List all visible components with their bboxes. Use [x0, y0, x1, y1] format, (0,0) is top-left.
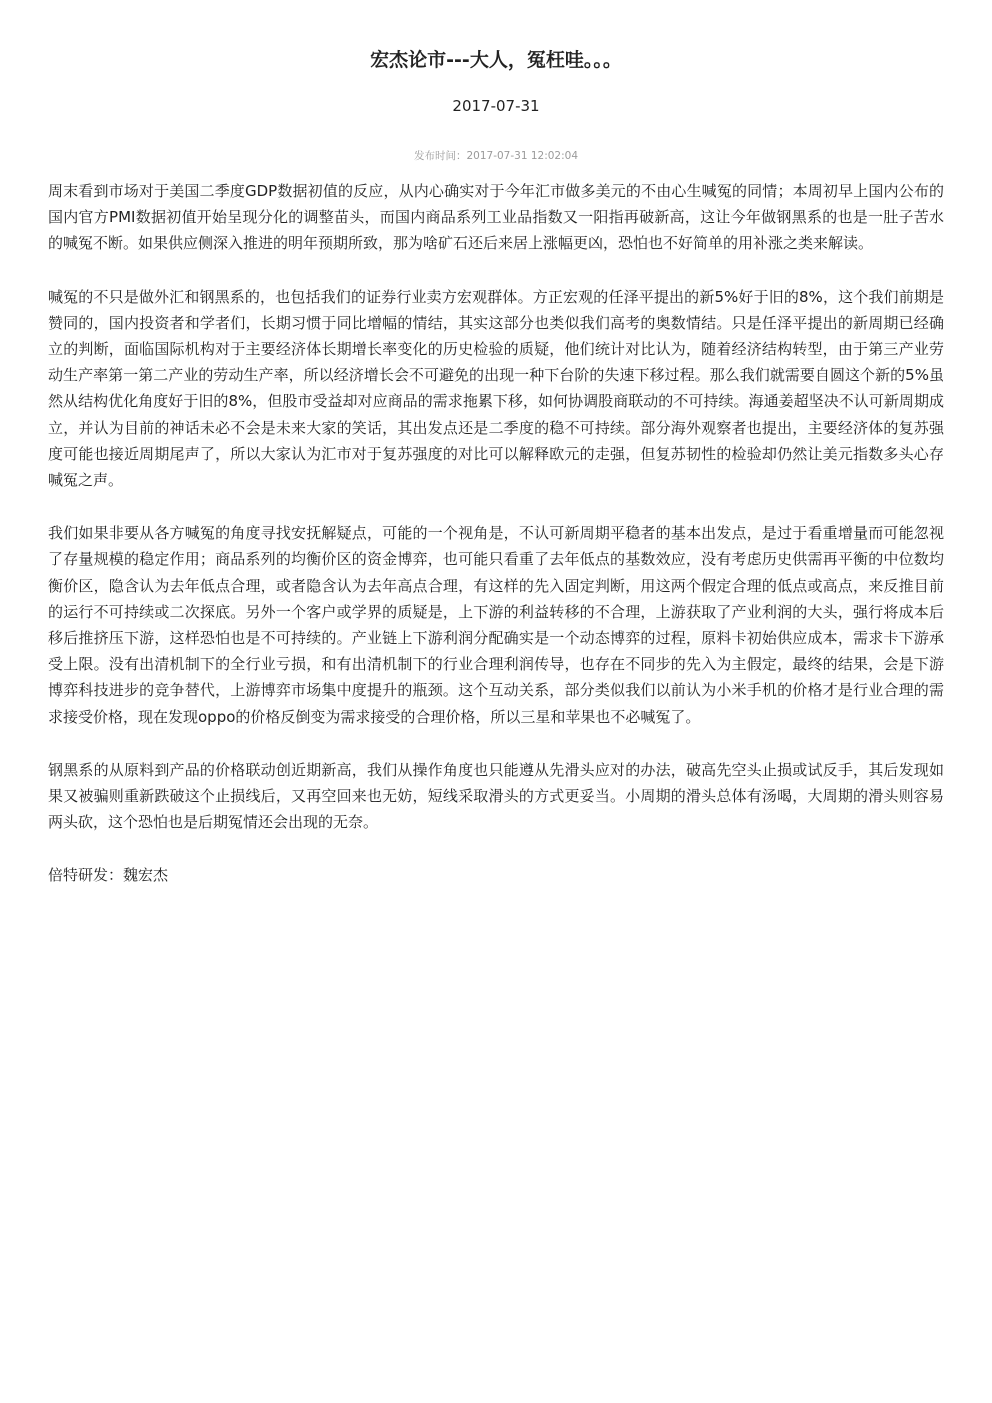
paragraph-4: 钢黑系的从原料到产品的价格联动创近期新高，我们从操作角度也只能遵从先滑头应对的办法，破高先空头止损或试反手，其后发现如果又被骗则重新跌破这个止损线后，又再空回来也无妨，短线采取滑头的方式更妥当。小周期的滑头总体有汤喝，大周期的滑头则容易两头砍，这个恐怕也是后期冤情还会出现的无奈。	[48, 760, 944, 832]
publish-time-label: 发布时间：	[413, 150, 467, 162]
paragraph-1: 周末看到市场对于美国二季度GDP数据初值的反应，从内心确实对于今年汇市做多美元的不由心生喊冤的同情；本周初早上国内公布的国内官方PMI数据初值开始呈现分化的调整苗头，而国内商品系列工业品指数又一阳指再破新高，这让今年做钢黑系的也是一肚子苦水的喊冤不断。如果供应侧深入推进的明年预期所致，那为啥矿石还后来居上涨幅更凶，恐怕也不好简单的用补涨之类来解读。	[48, 182, 944, 253]
article-title: 宏杰论市---大人，冤枉哇。。。	[370, 49, 622, 71]
paragraph-3: 我们如果非要从各方喊冤的角度寻找安抚解疑点，可能的一个视角是，不认可新周期平稳者的基本出发点，是过于看重增量而可能忽视了存量规模的稳定作用；商品系列的均衡价区的资金博弈，也可能只看重了去年低点的基数效应，没有考虑历史供需再平衡的中位数均衡价区，隐含认为去年低点合理，或者隐含认为去年高点合理，有这样的先入固定判断，用这两个假定合理的低点或高点，来反推目前的运行不可持续或二次探底。另外一个客户或学界的质疑是，上下游的利益转移的不合理，上游获取了产业利润的大头，强行将成本后移后推挤压下游，这样恐怕也是不可持续的。产业链上下游利润分配确实是一个动态博弈的过程，原料卡初始供应成本，需求卡下游承受上限。没有出清机制下的全行业亏损，和有出清机制下的行业合理利润传导，也存在不同步的先入为主假定，最终的结果，会是下游博弈科技进步的竞争替代，上游博弈市场集中度提升的瓶颈。这个互动关系，部分类似我们以前认为小米手机的价格才是行业合理的需求接受价格，现在发现oppo的价格反倒变为需求接受的合理价格，所以三星和苹果也不必喊冤了。	[48, 524, 944, 726]
publish-time-value: 2017-07-31 12:02:04	[466, 150, 579, 162]
author-signature: 倍特研发：魏宏杰	[48, 866, 169, 885]
paragraph-2: 喊冤的不只是做外汇和钢黑系的，也包括我们的证券行业卖方宏观群体。方正宏观的任泽平提出的新5%好于旧的8%，这个我们前期是赞同的，国内投资者和学者们，长期习惯于同比增幅的情结，其实这部分也类似我们高考的奥数情结。只是任泽平提出的新周期已经确立的判断，面临国际机构对于主要经济体长期增长率变化的历史检验的质疑，他们统计对比认为，随着经济结构转型，由于第三产业劳动生产率第一第二产业的劳动生产率，所以经济增长会不可避免的出现一种下台阶的失速下移过程。那么我们就需要自圆这个新的5%虽然从结构优化角度好于旧的8%，但股市受益却对应商品的需求拖累下移，如何协调股商联动的不可持续。海通姜超坚决不认可新周期成立，并认为目前的神话未必不会是未来大家的笑话，其出发点还是二季度的稳不可持续。部分海外观察者也提出，主要经济体的复苏强度可能也接近周期尾声了，所以大家认为汇市对于复苏强度的对比可以解释欧元的走强，但复苏韧性的检验却仍然让美元指数多头心存喊冤之声。	[48, 287, 944, 490]
article-date: 2017-07-31	[452, 97, 540, 115]
article-body	[48, 178, 944, 888]
publish-time	[0, 148, 992, 164]
